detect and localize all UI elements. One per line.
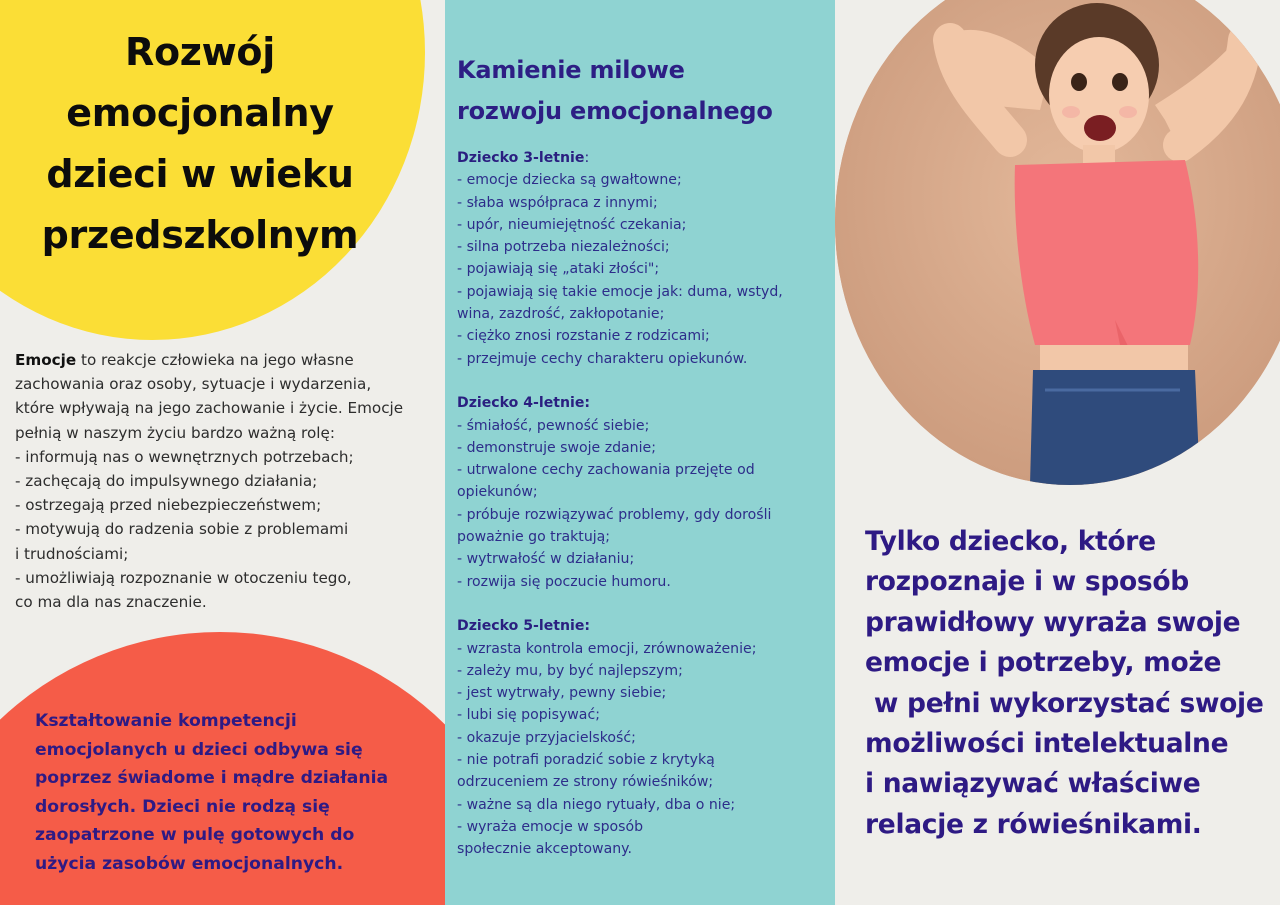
closing-line: prawidłowy wyraża swoje (865, 606, 1241, 638)
list-item: - wyraża emocje w sposób (457, 818, 644, 835)
title-line: dzieci w wieku (46, 152, 354, 196)
right-eye (1112, 73, 1128, 91)
closing-line: rozpoznaje i w sposób (865, 566, 1189, 598)
age-3-section (457, 147, 827, 370)
milestones-heading-line: Kamienie milowe (457, 56, 685, 84)
open-mouth (1084, 115, 1116, 141)
milestones-heading (457, 50, 835, 132)
list-item: - ciężko znosi rozstanie z rodzicami; (457, 328, 710, 345)
competence-line: użycia zasobów emocjonalnych. (35, 853, 344, 874)
list-item: - wzrasta kontrola emocji, zrównoważenie; (457, 640, 757, 657)
list-item: - okazuje przyjacielskość; (457, 729, 636, 746)
child-illustration (835, 0, 1280, 485)
list-item: - słaba współpraca z innymi; (457, 194, 658, 211)
list-item: odrzuceniem ze strony rówieśników; (457, 774, 714, 791)
title-line: Rozwój (125, 30, 275, 74)
closing-line: i nawiązywać właściwe (865, 768, 1201, 800)
intro-line: - ostrzegają przed niebezpieczeństwem; (15, 496, 322, 515)
intro-line: pełnią w naszym życiu bardzo ważną rolę: (15, 423, 335, 442)
list-item: - próbuje rozwiązywać problemy, gdy dorośli (457, 506, 772, 523)
list-item: - upór, nieumiejętność czekania; (457, 216, 687, 233)
list-item: - emocje dziecka są gwałtowne; (457, 172, 682, 189)
middle-panel (445, 0, 835, 905)
list-item: - utrwalone cechy zachowania przejęte od (457, 462, 755, 479)
intro-line (15, 348, 435, 372)
intro-line: - zachęcają do impulsywnego działania; (15, 472, 318, 491)
closing-line: relacje z rówieśnikami. (865, 808, 1202, 840)
jeans (1030, 370, 1200, 485)
intro-line: które wpływają na jego zachowanie i życie. Emocje (15, 399, 404, 418)
age-4-heading: Dziecko 4-letnie: (457, 395, 591, 412)
milestones-heading-line: rozwoju emocjonalnego (457, 97, 773, 125)
competence-line: Kształtowanie kompetencji (35, 711, 297, 731)
list-item: wina, zazdrość, zakłopotanie; (457, 306, 665, 323)
list-item: - nie potrafi poradzić sobie z krytyką (457, 752, 715, 769)
right-cheek (1119, 106, 1137, 118)
age-3-heading-colon: : (584, 150, 590, 166)
age-5-items (457, 638, 827, 861)
title-line: emocjonalny (66, 91, 334, 135)
list-item: - rozwija się poczucie humoru. (457, 573, 671, 590)
intro-line: co ma dla nas znaczenie. (15, 593, 207, 612)
list-item: - zależy mu, by być najlepszym; (457, 662, 683, 679)
milestones-list (457, 147, 827, 883)
closing-line: możliwości intelektualne (865, 728, 1229, 760)
list-item: poważnie go traktują; (457, 529, 611, 546)
intro-line: zachowania oraz osoby, sytuacje i wydarzenia, (15, 375, 372, 394)
list-item: - pojawiają się „ataki złości"; (457, 261, 660, 278)
age-4-section (457, 392, 827, 593)
intro-line: - umożliwiają rozpoznanie w otoczeniu tego, (15, 568, 352, 587)
page-title (0, 22, 400, 266)
left-eye (1071, 73, 1087, 91)
list-item: społecznie akceptowany. (457, 841, 632, 858)
list-item: - przejmuje cechy charakteru opiekunów. (457, 350, 748, 367)
closing-line: emocje i potrzeby, może (865, 647, 1222, 679)
intro-line: - informują nas o wewnętrznych potrzebach; (15, 447, 354, 466)
intro-line-text: to reakcje człowieka na jego własne (76, 351, 354, 369)
list-item: - śmiałość, pewność siebie; (457, 417, 650, 434)
age-5-section (457, 615, 827, 860)
intro-line: i trudnościami; (15, 544, 129, 563)
competence-line: emocjolanych u dzieci odbywa się (35, 739, 363, 760)
title-line: przedszkolnym (41, 213, 359, 257)
competence-line: dorosłych. Dzieci nie rodzą się (35, 796, 330, 817)
list-item: - ważne są dla niego rytuały, dba o nie; (457, 796, 736, 813)
left-cheek (1062, 106, 1080, 118)
left-panel (0, 0, 445, 905)
closing-statement (865, 522, 1280, 845)
list-item: - jest wytrwały, pewny siebie; (457, 685, 667, 702)
age-3-items (457, 169, 827, 370)
list-item: - wytrwałość w działaniu; (457, 551, 635, 568)
emotions-definition (15, 348, 435, 614)
right-panel (835, 0, 1280, 905)
closing-line: w pełni wykorzystać swoje (865, 687, 1264, 719)
child-photo (835, 0, 1280, 485)
age-4-items (457, 415, 827, 593)
pink-top (1015, 160, 1199, 345)
age-3-heading (457, 147, 827, 169)
list-item: - demonstruje swoje zdanie; (457, 439, 656, 456)
competence-line: poprzez świadome i mądre działania (35, 768, 389, 788)
competence-statement (35, 707, 435, 878)
closing-line: Tylko dziecko, które (865, 526, 1156, 557)
intro-line: - motywują do radzenia sobie z problemami (15, 520, 349, 539)
list-item: - silna potrzeba niezależności; (457, 239, 670, 256)
age-3-heading-text: Dziecko 3-letnie (457, 150, 585, 166)
age-5-heading: Dziecko 5-letnie: (457, 618, 591, 635)
list-item: opiekunów; (457, 484, 538, 501)
competence-line: zaopatrzone w pulę gotowych do (35, 825, 355, 845)
intro-bold-term: Emocje (15, 351, 77, 369)
list-item: - pojawiają się takie emocje jak: duma, wstyd, (457, 283, 783, 300)
list-item: - lubi się popisywać; (457, 707, 600, 724)
